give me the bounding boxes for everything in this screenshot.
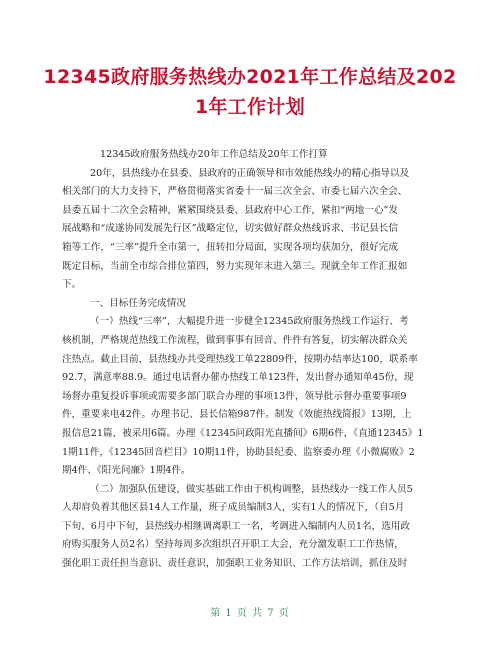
paragraph-line: （一）热线“三率”，大幅提升进一步健全12345政府服务热线工作运行、考 xyxy=(90,316,409,328)
paragraph-line: 注热点。截止目前，县热线办共受理热线工单22809件，按期办结率达100，联系率 xyxy=(62,353,418,365)
paragraph-line: 20年，县热线办在县委、县政府的正确领导和市效能热线办的精心指导以及 xyxy=(90,167,410,179)
paragraph-line: 下旬、6月中下旬，县热线办相继调离职工一名，考调进入编制内人员1名，选用政 xyxy=(62,520,410,532)
paragraph-line: 府购买服务人员2名）坚持每周多次组织召开职工大会，充分激发职工工作热情， xyxy=(62,539,404,551)
paragraph-line: 下。 xyxy=(62,279,82,291)
paragraph-line: （二）加强队伍建设，做实基础工作由于机构调整，县热线办一线工作人员5 xyxy=(90,483,413,495)
paragraph-line: 场督办重复投诉事项或需要多部门联合办理的事项13件，领导批示督办重要事项9 xyxy=(62,390,407,402)
paragraph-line: 人却肩负着其他区县14人工作量，班子成员编制3人，实有1人的情况下，（自5月 xyxy=(62,502,405,514)
paragraph-line: 展战略和“成遂协同发展先行区”战略定位，切实做好群众热线诉求、书记县长信 xyxy=(62,223,398,235)
paragraph-line: 箱等工作，“三率”提升全市第一，扭转扣分局面，实现各项均获加分，很好完成 xyxy=(62,241,398,253)
page-number-footer: 第 1 页 共 7 页 xyxy=(210,608,290,619)
title-line: 1年工作计划 xyxy=(194,96,306,118)
paragraph-line: 相关部门的大力支持下，严格贯彻落实省委十一届三次全会、市委七届六次全会、 xyxy=(62,186,408,198)
paragraph-line: 92.7，满意率88.9。通过电话督办催办热线工单123件，发出督办通知单45份，现 xyxy=(62,372,414,384)
subtitle-line: 12345政府服务热线办20年工作总结及20年工作打算 xyxy=(100,149,328,160)
paragraph-line: 县委五届十二次全会精神，紧紧围绕县委、县政府中心工作，紧扣“两地一心”发 xyxy=(62,204,398,216)
paragraph-line: 件，重要来电42件。办理书记、县长信箱987件。制发《效能热线简报》13期，上 xyxy=(62,409,412,421)
paragraph-line: 1期11件，《12345回音栏目》10期11件，协助县纪委、监察委办理《小微腐败》2 xyxy=(62,446,415,458)
paragraph-line: 期4件、《阳光问廉》1期4件。 xyxy=(62,465,191,477)
document-body xyxy=(62,146,442,574)
paragraph-line: 强化职工责任担当意识、责任意识，加强职工业务知识、工作方法培训，抓住及时 xyxy=(62,558,408,570)
paragraph-line: 核机制，严格规范热线工作流程，做到事事有回音、件件有答复，切实解决群众关 xyxy=(62,334,408,346)
section-heading: 一、目标任务完成情况 xyxy=(90,297,186,309)
document-title xyxy=(40,62,460,122)
paragraph-line: 报信息21篇，被采用6篇。办理《12345问政阳光直播间》6期6件，《直通12345》1 xyxy=(62,427,424,439)
paragraph-line: 既定目标，当前全市综合排位第四，努力实现年末进入第三。现就全年工作汇报如 xyxy=(62,260,408,272)
title-line: 12345政府服务热线办2021年工作总结及202 xyxy=(43,66,457,88)
